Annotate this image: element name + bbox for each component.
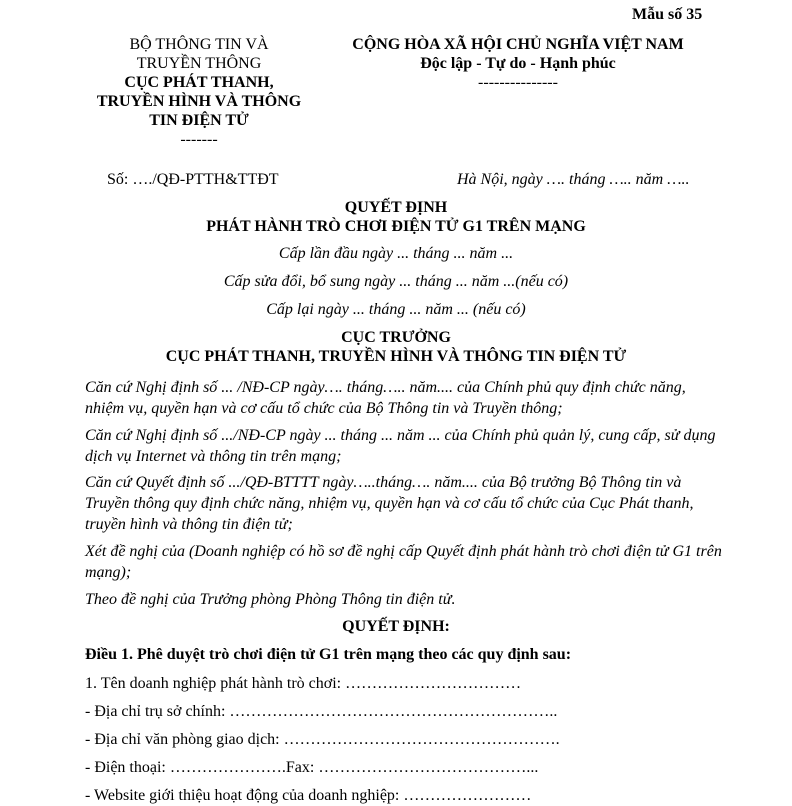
place-date: Hà Nội, ngày …. tháng ….. năm ….. bbox=[457, 171, 690, 188]
preamble-1: Căn cứ Nghị định số ... /NĐ-CP ngày…. tháng….. năm.... của Chính phủ quy định chức năng, nhiệm vụ, quyền hạn và cơ cấu tổ chức của Bộ Thông tin và Truyền thông; bbox=[85, 379, 686, 417]
field-company-name: 1. Tên doanh nghiệp phát hành trò chơi: …………………………… bbox=[85, 675, 522, 692]
field-website: - Website giới thiệu hoạt động của doanh nghiệp: …………………… bbox=[85, 787, 532, 804]
authority-title: CỤC TRƯỞNG bbox=[341, 329, 451, 346]
nation-title: CỘNG HÒA XÃ HỘI CHỦ NGHĨA VIỆT NAM bbox=[352, 36, 684, 53]
agency-name-line-3: TIN ĐIỆN TỬ bbox=[149, 112, 249, 129]
preamble-2: Căn cứ Nghị định số .../NĐ-CP ngày ... tháng ... năm ... của Chính phủ quản lý, cung cấp, sử dụng dịch vụ Internet và thông tin trên mạng; bbox=[85, 427, 716, 465]
authority-name: CỤC PHÁT THANH, TRUYỀN HÌNH VÀ THÔNG TIN ĐIỆN TỬ bbox=[165, 348, 627, 365]
article-1: Điều 1. Phê duyệt trò chơi điện tử G1 trên mạng theo các quy định sau: bbox=[85, 646, 572, 663]
agency-header bbox=[68, 35, 330, 149]
form-number: Mẫu số 35 bbox=[632, 6, 703, 23]
preamble-4: Xét đề nghị của (Doanh nghiệp có hồ sơ đề nghị cấp Quyết định phát hành trò chơi điện tử G1 trên mạng); bbox=[85, 543, 722, 581]
nation-divider: --------------- bbox=[478, 74, 558, 91]
document-number: Số: …./QĐ-PTTH&TTĐT bbox=[107, 171, 279, 188]
parent-ministry-line-1: BỘ THÔNG TIN VÀ bbox=[129, 36, 269, 53]
nation-motto: Độc lập - Tự do - Hạnh phúc bbox=[420, 55, 616, 72]
preamble-5: Theo đề nghị của Trưởng phòng Phòng Thông tin điện tử. bbox=[85, 591, 456, 608]
document-title: QUYẾT ĐỊNH bbox=[344, 199, 448, 216]
agency-name-line-1: CỤC PHÁT THANH, bbox=[124, 74, 274, 91]
national-header bbox=[340, 35, 696, 92]
parent-ministry-line-2: TRUYỀN THÔNG bbox=[136, 55, 262, 72]
field-transaction-office: - Địa chỉ văn phòng giao dịch: ……………………………………………. bbox=[85, 731, 560, 748]
issue-first: Cấp lần đầu ngày ... tháng ... năm ... bbox=[278, 245, 514, 262]
document-subtitle: PHÁT HÀNH TRÒ CHƠI ĐIỆN TỬ G1 TRÊN MẠNG bbox=[206, 218, 586, 235]
preamble-3: Căn cứ Quyết định số .../QĐ-BTTTT ngày…..tháng…. năm.... của Bộ trưởng Bộ Thông tin và Truyền thông quy định chức năng, nhiệm vụ, quyền hạn và cơ cấu tổ chức của Cục Phát thanh, truyền hình và thông tin điện tử; bbox=[85, 474, 694, 533]
field-phone-fax: - Điện thoại: ………………….Fax: …………………………………... bbox=[85, 759, 539, 776]
issue-amended: Cấp sửa đổi, bổ sung ngày ... tháng ... năm ...(nếu có) bbox=[223, 273, 569, 290]
agency-divider: ------- bbox=[180, 131, 218, 148]
decision-heading: QUYẾT ĐỊNH: bbox=[342, 618, 450, 635]
issue-reissued: Cấp lại ngày ... tháng ... năm ... (nếu có) bbox=[266, 301, 526, 318]
field-head-office: - Địa chỉ trụ sở chính: …………………………………………………….. bbox=[85, 703, 558, 720]
agency-name-line-2: TRUYỀN HÌNH VÀ THÔNG bbox=[96, 93, 302, 110]
